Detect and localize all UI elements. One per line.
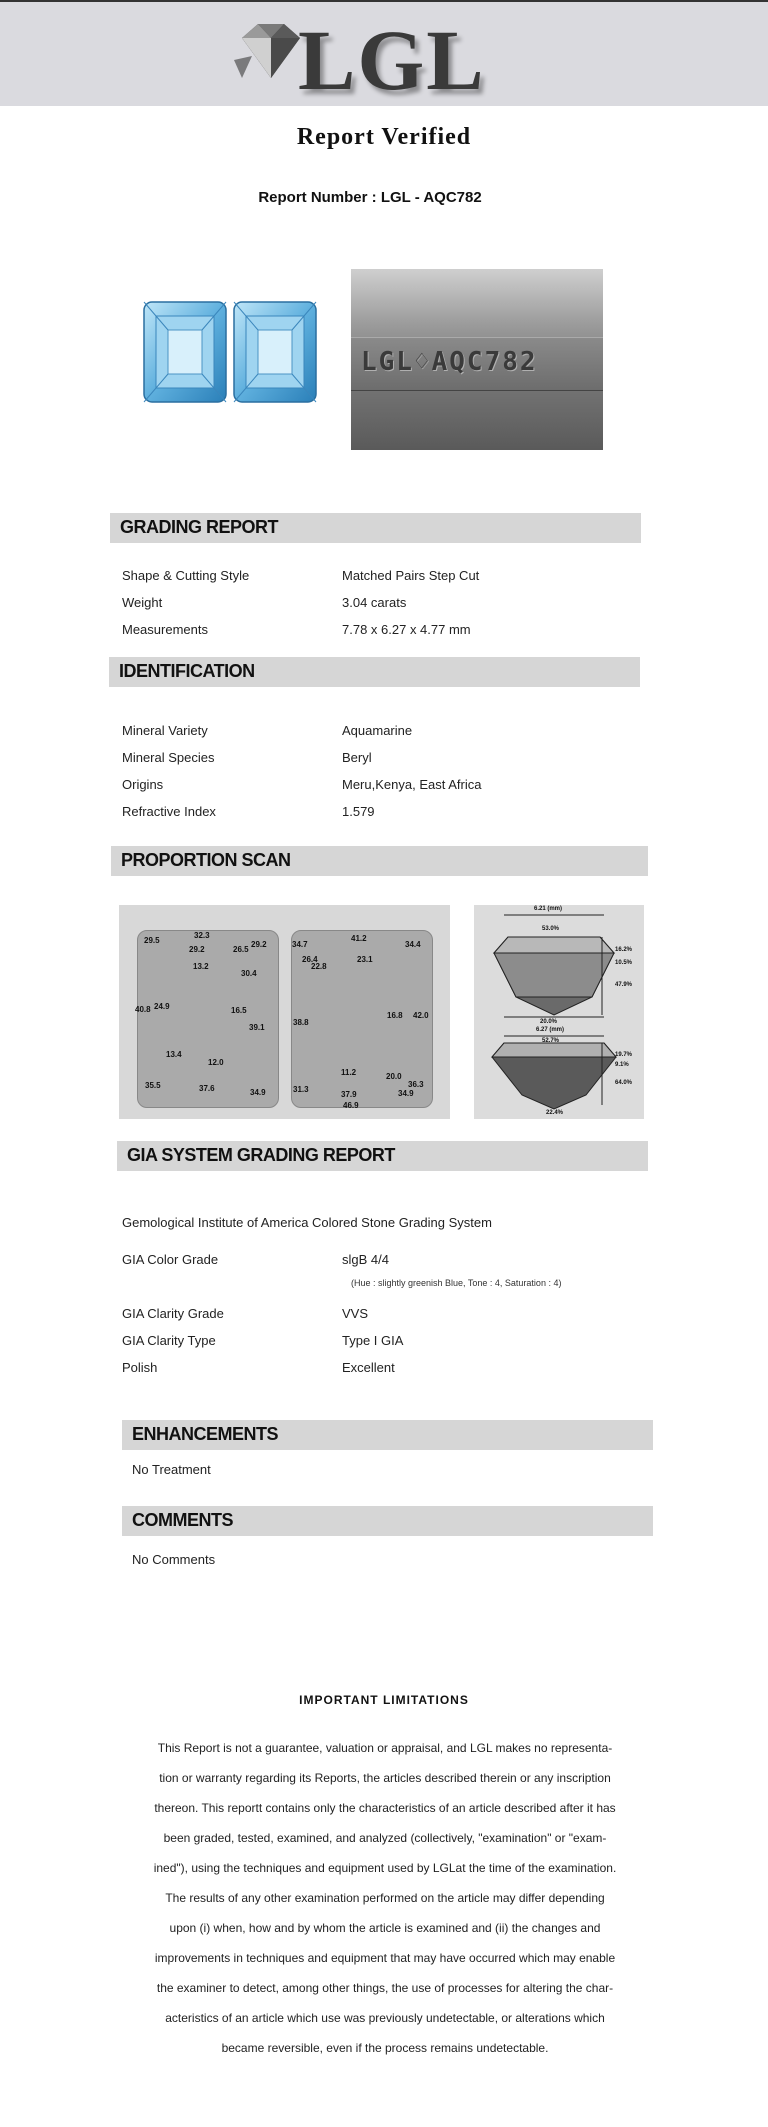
scan-value: 29.2 [189, 945, 205, 954]
limitations-line: tion or warranty regarding its Reports, the articles described therein or any inscription [159, 1771, 611, 1785]
limitations-line: improvements in techniques and equipment that may have occurred which may enable [154, 1951, 616, 1965]
limitations-line: acteristics of an article which use was previously undetectable, or alterations which [165, 2011, 605, 2025]
limitations-line: upon (i) when, how and by whom the article is examined and (ii) the changes and [169, 1921, 601, 1935]
refractive-index-label: Refractive Index [122, 804, 216, 819]
shape-value: Matched Pairs Step Cut [342, 568, 480, 583]
scan-value: 40.8 [135, 1005, 151, 1014]
scan-value: 31.3 [293, 1085, 309, 1094]
scan-value: 46.9 [343, 1101, 359, 1110]
limitations-title: IMPORTANT LIMITATIONS [299, 1693, 469, 1707]
scan-value: 11.2 [341, 1068, 357, 1077]
profile-diagram [474, 905, 644, 1119]
scan-value: 16.8 [387, 1011, 403, 1020]
weight-label: Weight [122, 595, 163, 610]
enhancements-header [122, 1420, 653, 1450]
scan-value: 38.8 [293, 1018, 309, 1027]
scan-value: 20.0 [386, 1072, 402, 1081]
scan-value: 34.7 [292, 940, 308, 949]
limitations-body [118, 1733, 652, 2063]
comments-header [122, 1506, 653, 1536]
section-title: GIA SYSTEM GRADING REPORT [127, 1145, 395, 1165]
limitations-line: The results of any other examination performed on the article may differ depending [165, 1891, 605, 1905]
inscription-text: LGL♢AQC782 [361, 347, 538, 377]
scan-value: 37.9 [341, 1090, 357, 1099]
section-title: ENHANCEMENTS [132, 1424, 279, 1444]
gia-clarity-grade-value: VVS [342, 1306, 369, 1321]
scan-value: 34.9 [398, 1089, 414, 1098]
scan-value: 22.8 [311, 962, 327, 971]
section-title: GRADING REPORT [120, 517, 279, 537]
gia-grading-header [117, 1141, 648, 1171]
limitations-line: ined"), using the techniques and equipment used by LGLat the time of the examination. [153, 1861, 617, 1875]
gia-clarity-grade-label: GIA Clarity Grade [122, 1306, 224, 1321]
profile-label: 9.1% [615, 1062, 629, 1068]
scan-value: 23.1 [357, 955, 373, 964]
logo-text: LGL [298, 12, 486, 108]
report-number: Report Number : LGL - AQC782 [258, 189, 482, 206]
scan-value: 13.2 [193, 962, 209, 971]
gia-color-grade-label: GIA Color Grade [122, 1252, 219, 1267]
comments-text: No Comments [132, 1552, 216, 1567]
identification-header [109, 657, 640, 687]
scan-value: 41.2 [351, 934, 367, 943]
grading-report-header [110, 513, 641, 543]
mineral-species-label: Mineral Species [122, 750, 215, 765]
mineral-species-value: Beryl [342, 750, 372, 765]
scan-value: 32.3 [194, 931, 210, 940]
profile-label: 64.0% [615, 1080, 633, 1086]
page-title: Report Verified [296, 124, 472, 150]
gia-intro: Gemological Institute of America Colored Stone Grading System [122, 1215, 492, 1230]
mineral-variety-label: Mineral Variety [122, 723, 208, 738]
weight-value: 3.04 carats [342, 595, 407, 610]
scan-value: 13.4 [166, 1050, 182, 1059]
limitations-line: became reversible, even if the process remains undetectable. [221, 2041, 549, 2055]
profile-label: 22.4% [546, 1110, 564, 1116]
scan-value: 29.2 [251, 940, 267, 949]
inscription-photo [351, 269, 603, 450]
scan-value: 26.5 [233, 945, 249, 954]
gia-clarity-type-value: Type I GIA [342, 1333, 404, 1348]
scan-value: 34.9 [250, 1088, 266, 1097]
scan-value: 37.6 [199, 1084, 215, 1093]
gem-photo [134, 270, 326, 458]
profile-label: 6.27 (mm) [536, 1027, 565, 1033]
proportion-scan-top-view [119, 905, 450, 1119]
gia-color-note: (Hue : slightly greenish Blue, Tone : 4, Saturation : 4) [351, 1278, 562, 1288]
proportion-scan-header [111, 846, 648, 876]
origins-label: Origins [122, 777, 164, 792]
origins-value: Meru,Kenya, East Africa [342, 777, 482, 792]
limitations-line: thereon. This reportt contains only the characteristics of an article described after it has [154, 1801, 616, 1815]
section-title: COMMENTS [132, 1510, 233, 1530]
limitations-line: the examiner to detect, among other things, the use of processes for altering the char- [156, 1981, 614, 1995]
shape-label: Shape & Cutting Style [122, 568, 250, 583]
profile-label: 19.7% [615, 1052, 633, 1058]
gia-clarity-type-label: GIA Clarity Type [122, 1333, 216, 1348]
profile-label: 52.7% [542, 1038, 560, 1044]
mineral-variety-value: Aquamarine [342, 723, 413, 738]
scan-value: 30.4 [241, 969, 257, 978]
section-title: IDENTIFICATION [119, 661, 255, 681]
profile-label: 16.2% [615, 947, 633, 953]
limitations-line: been graded, tested, examined, and analyzed (collectively, "examination" or "exam- [163, 1831, 607, 1845]
scan-value: 42.0 [413, 1011, 429, 1020]
scan-value: 29.5 [144, 936, 160, 945]
measurements-label: Measurements [122, 622, 208, 637]
measurements-value: 7.78 x 6.27 x 4.77 mm [342, 622, 471, 637]
scan-value: 35.5 [145, 1081, 161, 1090]
proportion-scan-profile [474, 905, 644, 1119]
refractive-index-value: 1.579 [342, 804, 375, 819]
polish-value: Excellent [342, 1360, 395, 1375]
scan-value: 12.0 [208, 1058, 224, 1067]
gia-color-grade-value: slgB 4/4 [342, 1252, 389, 1267]
lgl-logo [232, 12, 492, 108]
section-title: PROPORTION SCAN [121, 850, 291, 870]
scan-value: 26.4 [302, 955, 318, 964]
scan-value: 24.9 [154, 1002, 170, 1011]
enhancements-text: No Treatment [132, 1462, 211, 1477]
scan-value: 39.1 [249, 1023, 265, 1032]
gem-photo-image [134, 270, 326, 458]
scan-value: 34.4 [405, 940, 421, 949]
header-bar [0, 0, 768, 106]
scan-value: 36.3 [408, 1080, 424, 1089]
polish-label: Polish [122, 1360, 158, 1375]
profile-label: 53.0% [542, 926, 560, 932]
limitations-line: This Report is not a guarantee, valuation or appraisal, and LGL makes no representa- [157, 1741, 613, 1755]
profile-label: 10.5% [615, 960, 633, 966]
profile-label: 47.9% [615, 982, 633, 988]
scan-value: 16.5 [231, 1006, 247, 1015]
profile-label: 6.21 (mm) [534, 906, 563, 912]
profile-label: 20.0% [540, 1019, 558, 1025]
